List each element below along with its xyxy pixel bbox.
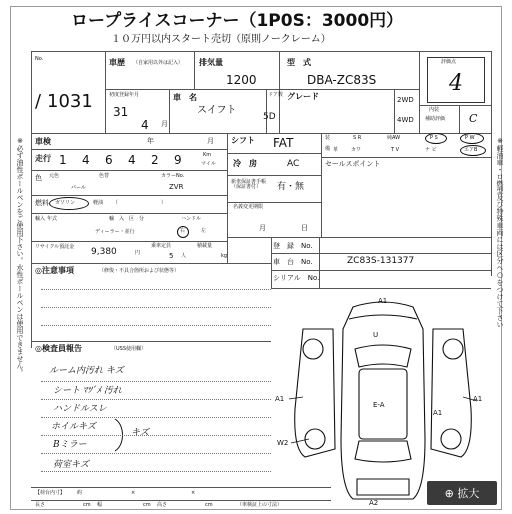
color-no-header: カラーNo. [161,173,185,179]
report-item: シート ﾏﾂﾞﾒ 汚れ [53,386,122,396]
grid-line [31,341,271,342]
drive-2wd: 2WD [397,96,414,104]
first-reg-label: 初度登録年月 [109,92,140,98]
fuel-label: 燃料 [35,199,49,207]
mileage-digit: 9 [174,153,182,167]
side-note-right: ※軽油車・ロ燃型及び特殊車両には区分へ○をつけて下さい [496,137,504,328]
grid-line [227,153,321,154]
first-reg-year: 31 [113,105,129,119]
grid-line [31,51,491,52]
history-note: （自家用以外は記入） [133,60,184,66]
car-name-label: 車 名 [173,93,197,102]
report-item: Bミラー [53,440,87,450]
fuel-close: ） [161,200,167,206]
dotted-line [41,471,271,472]
capacity-value: 5 [169,252,174,260]
equip-aw: 純AW [387,135,401,141]
sheet-subtitle: １０万円以内スタート売切（原則ノークレーム） [111,34,331,45]
recycle-label: リサイクル預託金 [35,244,75,250]
manual-value: 有・無 [277,182,305,192]
dotted-line [41,417,271,418]
displacement-label: 排気量 [199,58,223,67]
notice-note: （修復・不具合箇所および状態等） [99,268,180,274]
grid-line [105,51,106,133]
fuel-other: （ [113,200,119,206]
side-note-left: ※必ず油性ボールペンをご使用下さい。水性ボールペンは使用できません。 [16,137,24,376]
svg-text:U: U [373,331,379,339]
grid-line [419,105,491,106]
shaken-year-unit: 年 [147,137,154,145]
orig-color-label: 元色 [49,173,60,179]
report-item: 荷室キズ [53,460,89,470]
shift-label: シフト [231,136,255,145]
cargo-x1: × [131,490,136,496]
model-label: 型 式 [287,58,311,67]
displacement-value: 1200 [226,73,257,87]
grid-line [31,149,227,150]
dotted-line [41,381,271,382]
grid-line [419,51,420,133]
recycle-value: 9,380 [91,247,117,257]
svg-text:A2: A2 [369,499,379,507]
grid-line [319,237,320,289]
lot-number: 1031 [47,91,93,112]
shaken-month-unit: 月 [207,137,214,145]
form-label: 年式 [47,216,58,222]
ac-label: 冷 房 [233,159,257,168]
report-item: ルーム内汚れ キズ [49,366,124,376]
report-title: ◎検査員報告 [35,344,82,353]
reg-day: 日 [301,224,308,232]
grid-line [227,175,321,176]
equip-label-2: 備 [325,146,331,152]
report-item: ホイルキズ [51,422,96,432]
reg-change-label: 名義変更期限 [233,204,264,210]
mileage-digit: 4 [82,153,90,167]
model-value: DBA-ZC83S [307,73,377,87]
equip-leather: 革 [333,147,339,153]
equip-kawa: カワ [351,147,362,153]
svg-text:A1: A1 [433,409,443,417]
load-label: 積載量 [197,243,213,249]
grid-line [394,89,395,133]
grid-line [271,270,491,271]
width-label: 幅 [97,502,103,508]
doors-value: 5D [263,112,276,122]
cargo-x2: × [191,490,196,496]
month-unit: 月 [161,120,168,128]
reg-month: 月 [259,224,266,232]
svg-text:A1: A1 [378,297,388,305]
report-side-note: キズ [131,428,149,438]
interior-sub-label: 補助評価 [425,116,446,122]
svg-text:E-A: E-A [373,401,385,409]
doors-label: ドア数 [268,92,283,98]
lot-slash: / [35,91,42,112]
reg-no-label: 登 録 No. [273,242,313,250]
grid-line [31,195,227,196]
dotted-line [41,289,271,290]
grid-line [31,133,491,134]
equip-sr: S R [353,135,362,141]
score-value: 4 [449,71,463,96]
handle-left: 左 [201,228,207,234]
grid-line [227,202,321,203]
cm-2: cm [143,502,151,508]
fuel-gas: ガソリン [55,200,76,206]
dotted-line [41,435,271,436]
grid-line [31,241,227,242]
mileage-label: 走行 [35,154,51,163]
equip-label-1: 装 [325,135,331,141]
mileage-digit: 2 [151,153,159,167]
notice-title: ◎注意事項 [35,266,74,275]
grid-line [31,213,227,214]
equip-pw: P W [465,135,475,141]
report-note: （USS使用欄） [111,346,147,352]
sales-point-label: セールスポイント [325,160,381,168]
grid-line [459,105,460,133]
color-code: ZVR [169,183,184,191]
grid-line [105,89,419,90]
report-item: ハンドルスレ [53,404,107,414]
lot-no-label: No. [35,56,44,62]
zoom-button[interactable]: ⊕ 拡大 [427,481,497,505]
import-label: 輸入 [35,216,46,222]
color-value: パール [71,185,86,191]
dotted-line [41,453,271,454]
grid-line [321,157,491,158]
car-name-value: スイフト [197,105,237,116]
color-label: 色 [35,174,42,182]
handle-label: ハンドル [181,216,202,222]
grid-line [169,89,170,133]
history-label: 車歴 [109,58,125,67]
car-diagram [273,289,493,509]
dotted-line [41,325,271,326]
cargo-approx: 約 [77,490,83,496]
cm-1: cm [83,502,91,508]
grid-line [271,253,491,254]
grid-line [31,263,271,264]
shift-value: FAT [273,136,294,150]
first-reg-month: 4 [141,118,149,132]
dotted-line [41,399,271,400]
grid-line [491,51,492,276]
cm-3: cm [205,502,213,508]
load-unit: kg [221,253,228,259]
grid-line [194,51,195,89]
ac-value: AC [287,159,300,169]
score-label: 評価点 [441,59,457,65]
grid-line [266,89,267,133]
capacity-label: 乗車定員 [151,243,172,249]
grade-label: グレード [287,92,319,101]
chassis-label: 車 台 No. [273,258,313,266]
km-label: Km [203,152,212,158]
mileage-digit: 4 [128,153,136,167]
dealer-value: ディーラー・並行 [95,229,135,235]
grid-line [227,237,491,238]
grid-line [271,237,272,289]
color-change-label: 色替 [99,173,110,179]
mileage-digit: 6 [105,153,113,167]
svg-text:A1: A1 [473,395,483,403]
svg-text:A1: A1 [275,395,285,403]
fuel-light: 軽油 [93,200,104,206]
cargo-label: 【荷台内寸】 [35,490,66,496]
dotted-line [41,307,271,308]
shaken-label: 車検 [35,137,51,146]
grid-line [31,170,227,171]
grid-line [321,133,322,237]
interior-value: C [469,112,478,125]
svg-text:W2: W2 [277,439,289,447]
equip-navi: ナ ビ [425,147,437,153]
height-label: 高さ [157,502,168,508]
drive-4wd: 4WD [397,116,414,124]
manual-label: 新車保証書手帳（保証書付） [231,179,267,190]
interior-label: 内装 [429,107,440,113]
handle-right: 右 [180,228,186,234]
mile-label: マイル [201,161,216,167]
sheet-title: ロープライスコーナー（1P0S：3000円） [71,11,404,31]
length-label: 長さ [35,502,46,508]
equip-tv: T V [391,147,400,153]
equip-ps: P S [430,135,438,141]
import-category: 輸 入 区 分 [109,216,145,222]
capacity-unit: 人 [181,253,187,259]
equip-airbag: エアB [464,147,478,153]
dim-note: （車検証上の寸法） [237,502,283,508]
chassis-value: ZC83S-131377 [347,256,415,266]
mileage-digit: 1 [59,153,67,167]
auction-sheet [10,6,502,510]
serial-label: シリアル No. [273,274,320,282]
recycle-yen: 円 [135,250,141,256]
grid-line [31,51,32,348]
